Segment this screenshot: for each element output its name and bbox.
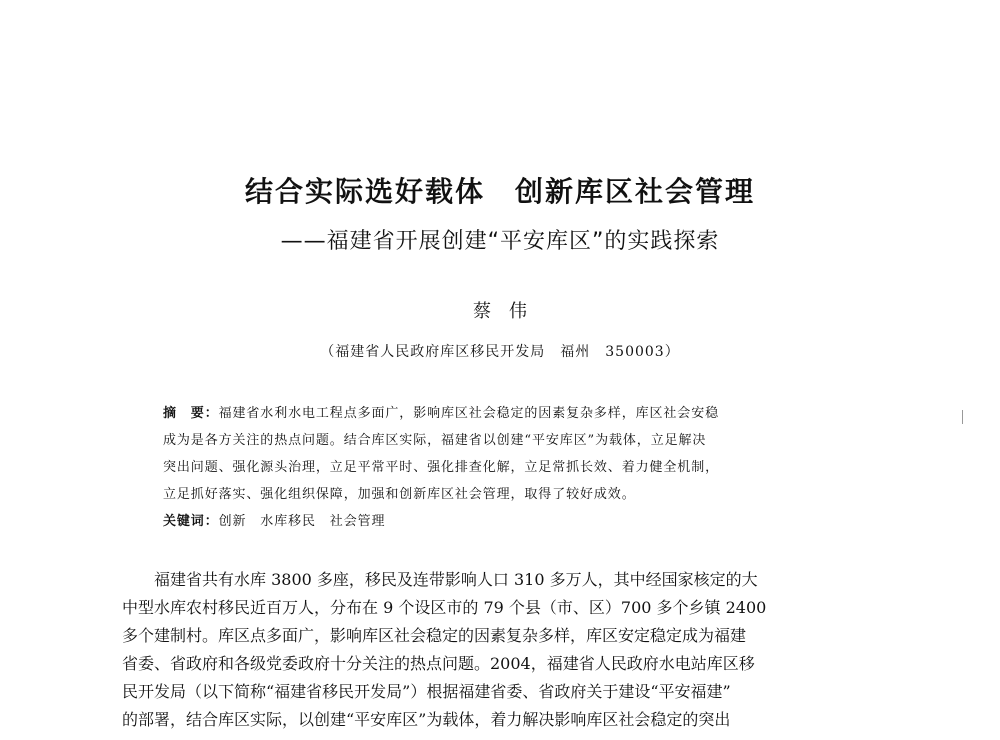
body-line-3: 多个建制村。库区点多面广，影响库区社会稳定的因素复杂多样，库区安定稳定成为福建 <box>122 626 747 645</box>
paper-subtitle: ——福建省开展创建“平安库区”的实践探索 <box>280 229 720 254</box>
author-affiliation: （福建省人民政府库区移民开发局 福州 350003） <box>320 344 680 360</box>
body-line-5: 民开发局（以下简称“福建省移民开发局”）根据福建省委、省政府关于建设“平安福建” <box>122 682 731 701</box>
scan-artifact <box>962 410 963 424</box>
body-line-4: 省委、省政府和各级党委政府十分关注的热点问题。2004，福建省人民政府水电站库区移 <box>122 654 755 673</box>
body-line-6: 的部署，结合库区实际，以创建“平安库区”为载体，着力解决影响库区社会稳定的突出 <box>122 710 731 729</box>
keywords-label: 关键词： <box>163 514 219 529</box>
abstract-line-1 <box>163 400 863 427</box>
body-line-1: 福建省共有水库 3800 多座，移民及连带影响人口 310 多万人，其中经国家核定的大 <box>122 570 758 589</box>
body-paragraph <box>122 566 912 734</box>
abstract-line-4: 立足抓好落实、强化组织保障，加强和创新库区社会管理，取得了较好成效。 <box>163 487 636 502</box>
abstract-label: 摘 要： <box>163 406 219 421</box>
author-name: 蔡 伟 <box>473 301 527 322</box>
keywords-line <box>163 508 863 535</box>
abstract-line-3: 突出问题、强化源头治理，立足平常平时、强化排查化解，立足常抓长效、着力健全机制， <box>163 460 720 475</box>
abstract-text: 福建省水利水电工程点多面广，影响库区社会稳定的因素复杂多样，库区社会安稳 <box>218 406 720 421</box>
abstract-line-2: 成为是各方关注的热点问题。结合库区实际，福建省以创建“平安库区”为载体，立足解决 <box>163 433 707 448</box>
keywords-value: 创新 水库移民 社会管理 <box>218 514 386 529</box>
abstract-block <box>163 400 863 535</box>
body-line-2: 中型水库农村移民近百万人，分布在 9 个设区市的 79 个县（市、区）700 多个乡镇 2400 <box>122 598 767 617</box>
paper-title: 结合实际选好载体 创新库区社会管理 <box>244 175 755 208</box>
